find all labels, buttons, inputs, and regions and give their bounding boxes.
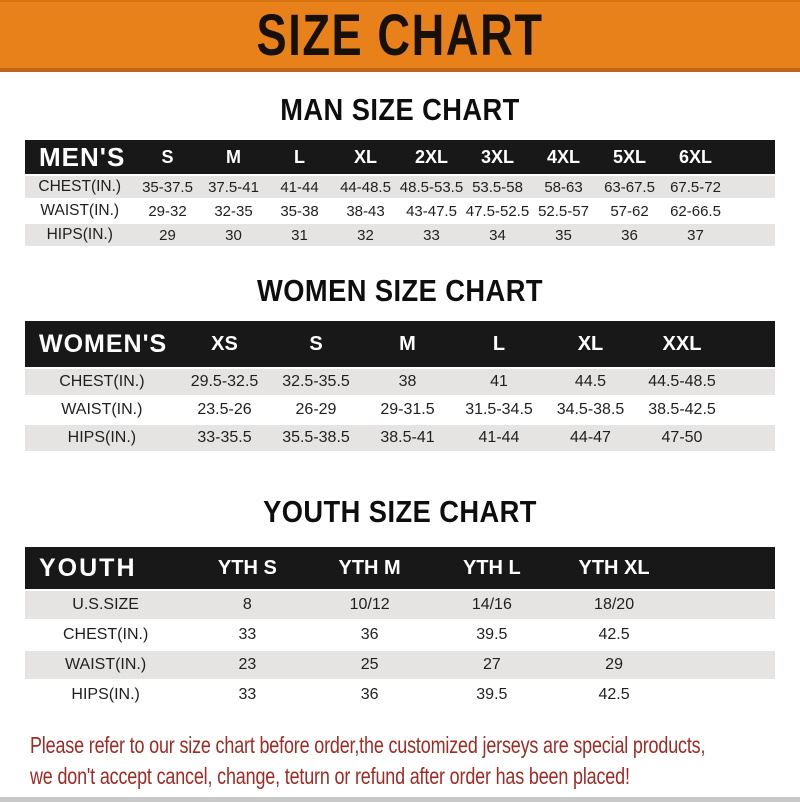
cell: 44-47 <box>570 429 611 446</box>
cell: 39.5 <box>476 686 508 703</box>
cell: 38-43 <box>346 202 385 220</box>
cell: 27 <box>482 656 501 673</box>
cell: 26-29 <box>295 401 337 418</box>
row-label: WAIST(IN.) <box>65 656 147 673</box>
column-header: XL <box>577 332 604 355</box>
cell: 29 <box>605 656 623 673</box>
cell: 35-37.5 <box>142 178 193 196</box>
cell: 41 <box>490 373 508 390</box>
size-chart-banner <box>0 0 800 72</box>
header-filler <box>728 321 775 367</box>
table-header-label: YOUTH <box>39 553 137 582</box>
cell: 32 <box>357 226 374 244</box>
table-row <box>25 621 775 649</box>
men-size-table <box>25 138 775 248</box>
column-header: XXL <box>662 332 702 355</box>
header-filler <box>729 140 776 174</box>
table-row <box>25 200 775 222</box>
cell: 33 <box>423 226 440 244</box>
cell-filler <box>675 591 775 619</box>
cell: 34 <box>489 226 506 244</box>
youth-section <box>0 493 800 711</box>
cell: 29.5-32.5 <box>190 373 259 390</box>
cell: 33 <box>238 626 257 643</box>
cell: 35-38 <box>280 202 319 220</box>
cell: 36 <box>621 226 638 244</box>
column-header: YTH XL <box>578 556 650 579</box>
cell: 36 <box>360 686 379 703</box>
cell: 47-50 <box>661 429 703 446</box>
header-filler <box>675 547 775 589</box>
cell: 33 <box>238 686 257 703</box>
cell: 43-47.5 <box>406 202 457 220</box>
row-label: U.S.SIZE <box>72 596 139 613</box>
row-label: WAIST(IN.) <box>61 401 143 418</box>
cell: 35.5-38.5 <box>282 429 350 446</box>
row-label: HIPS(IN.) <box>46 226 113 243</box>
cell-filler <box>675 651 775 679</box>
row-label: HIPS(IN.) <box>71 686 140 703</box>
cell-filler <box>675 681 775 709</box>
men-section <box>0 91 800 248</box>
column-header: YTH M <box>338 556 401 579</box>
column-header: 3XL <box>480 146 514 167</box>
cell: 57-62 <box>610 202 649 220</box>
cell: 36 <box>360 626 379 643</box>
men-section-title: MAN SIZE CHART <box>280 92 520 127</box>
row-label: HIPS(IN.) <box>67 429 137 446</box>
table-row <box>25 369 775 395</box>
cell: 53.5-58 <box>472 178 523 196</box>
cell: 8 <box>242 596 252 613</box>
cell: 30 <box>225 226 242 244</box>
cell: 67.5-72 <box>670 178 721 196</box>
row-label: CHEST(IN.) <box>59 373 145 390</box>
cell: 62-66.5 <box>670 202 721 220</box>
page-title: SIZE CHART <box>256 2 544 68</box>
cell: 44.5 <box>574 373 607 390</box>
row-label: CHEST(IN.) <box>62 626 149 643</box>
cell: 38 <box>398 373 417 390</box>
cell: 29-31.5 <box>380 401 435 418</box>
table-row <box>25 224 775 246</box>
cell: 18/20 <box>594 596 635 613</box>
column-header: YTH S <box>217 556 277 579</box>
table-header-row <box>25 140 775 174</box>
column-header: 2XL <box>414 146 448 167</box>
table-row <box>25 176 775 198</box>
column-header: XL <box>353 146 377 167</box>
row-label: CHEST(IN.) <box>38 178 122 195</box>
table-row <box>25 651 775 679</box>
cell: 29 <box>159 226 176 244</box>
table-row <box>25 425 775 451</box>
youth-section-title: YOUTH SIZE CHART <box>263 494 537 529</box>
cell-filler <box>729 200 776 222</box>
cell: 44.5-48.5 <box>648 373 716 390</box>
cell: 31 <box>291 226 308 244</box>
column-header: S <box>309 332 323 355</box>
cell: 37.5-41 <box>208 178 259 196</box>
table-header-row <box>25 321 775 367</box>
cell: 42.5 <box>598 626 630 643</box>
cell: 37 <box>687 226 704 244</box>
table-row <box>25 681 775 709</box>
cell: 25 <box>360 656 379 673</box>
cell: 48.5-53.5 <box>399 178 464 196</box>
youth-size-table <box>25 545 775 711</box>
order-notice <box>0 730 800 792</box>
table-row <box>25 591 775 619</box>
cell: 34.5-38.5 <box>556 401 625 418</box>
cell: 47.5-52.5 <box>465 202 530 220</box>
cell-filler <box>675 621 775 649</box>
cell: 38.5-41 <box>380 429 435 446</box>
cell: 52.5-57 <box>538 202 589 220</box>
cell: 23 <box>238 656 257 673</box>
cell: 44-48.5 <box>340 178 391 196</box>
cell: 32.5-35.5 <box>282 373 350 390</box>
cell: 63-67.5 <box>604 178 655 196</box>
cell: 35 <box>555 226 572 244</box>
column-header: M <box>226 146 241 167</box>
cell: 29-32 <box>148 202 187 220</box>
cell: 41-44 <box>280 178 319 196</box>
cell: 33-35.5 <box>197 429 252 446</box>
order-notice-line1: Please refer to our size chart before order,the customized jerseys are special products, <box>30 732 706 758</box>
column-header: L <box>492 332 506 355</box>
column-header: XS <box>211 332 238 355</box>
women-section <box>0 272 800 453</box>
cell: 41-44 <box>478 429 520 446</box>
column-header: 5XL <box>612 146 646 167</box>
column-header: YTH L <box>462 556 521 579</box>
cell: 14/16 <box>471 596 512 613</box>
column-header: L <box>294 146 305 167</box>
cell-filler <box>729 224 776 246</box>
cell: 58-63 <box>544 178 583 196</box>
table-header-label: MEN'S <box>39 141 126 172</box>
cell: 23.5-26 <box>197 401 252 418</box>
cell: 10/12 <box>349 596 390 613</box>
cell: 39.5 <box>476 626 508 643</box>
column-header: 6XL <box>678 146 712 167</box>
cell: 32-35 <box>214 202 253 220</box>
cell: 31.5-34.5 <box>465 401 533 418</box>
women-section-title: WOMEN SIZE CHART <box>257 273 543 308</box>
cell-filler <box>728 369 775 395</box>
cell: 38.5-42.5 <box>648 401 716 418</box>
column-header: 4XL <box>546 146 580 167</box>
order-notice-line2: we don't accept cancel, change, teturn or refund after order has been placed! <box>30 763 630 789</box>
cell-filler <box>728 425 775 451</box>
table-header-label: WOMEN'S <box>39 329 168 358</box>
row-label: WAIST(IN.) <box>40 202 120 219</box>
column-header: S <box>161 146 174 167</box>
women-size-table <box>25 319 775 453</box>
cell-filler <box>728 397 775 423</box>
column-header: M <box>399 332 416 355</box>
table-header-row <box>25 547 775 589</box>
cell: 42.5 <box>598 686 630 703</box>
cell-filler <box>729 176 776 198</box>
table-row <box>25 397 775 423</box>
